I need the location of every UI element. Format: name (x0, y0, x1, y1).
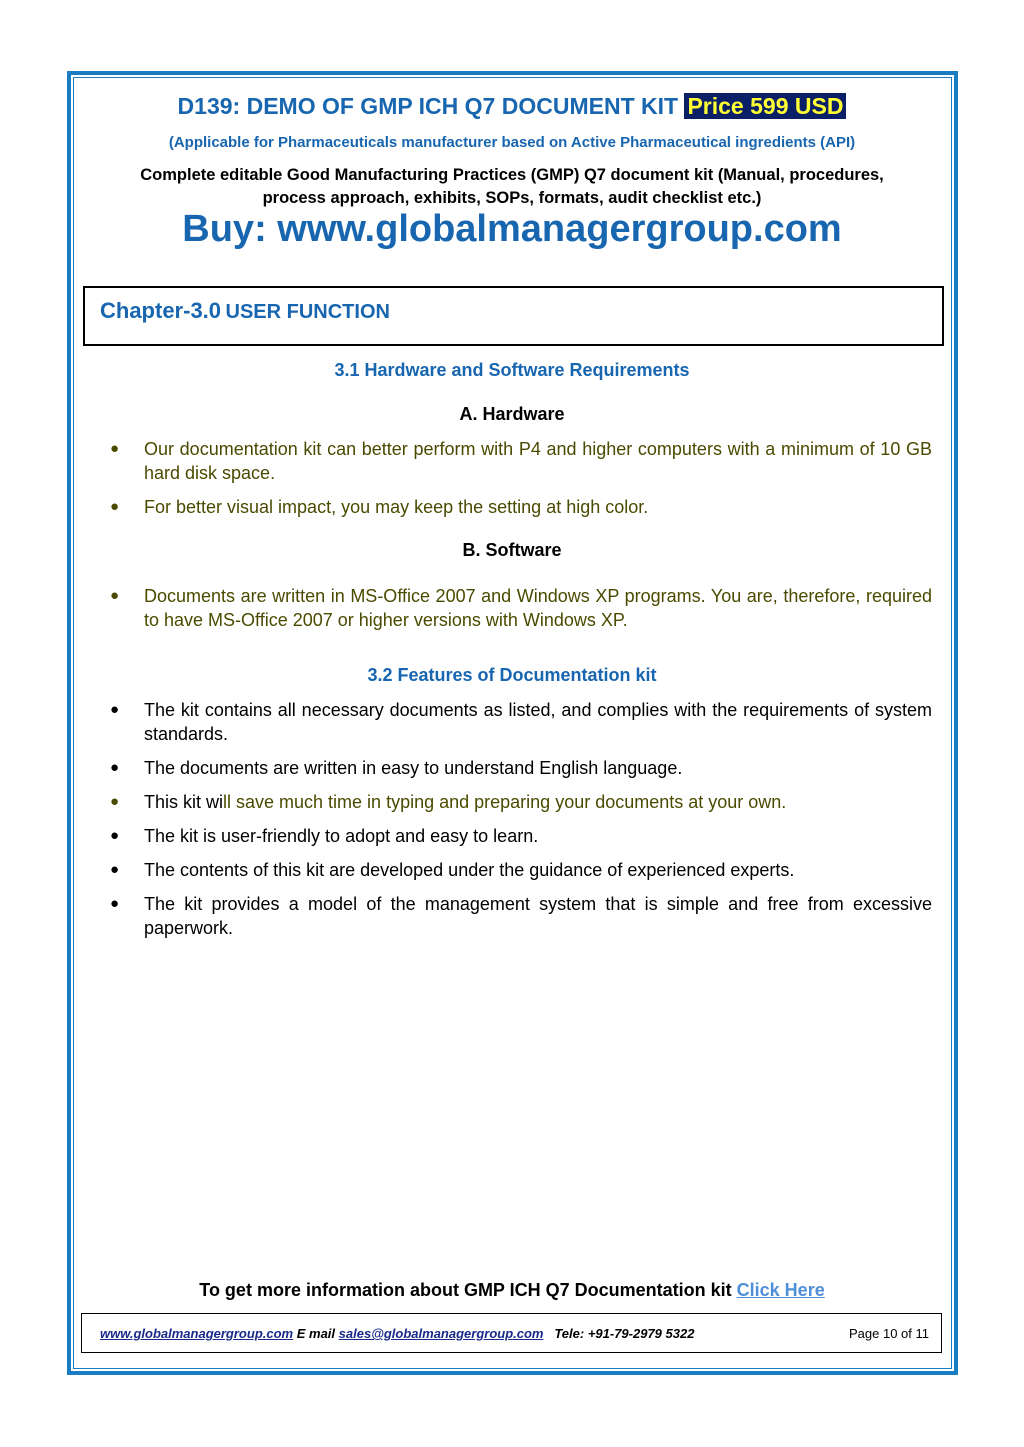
software-heading: B. Software (462, 540, 562, 560)
chapter-box (83, 286, 944, 346)
footer-contact (100, 1326, 694, 1341)
list-item (110, 437, 932, 485)
bullet-icon: ● (110, 440, 120, 457)
bullet-icon: ● (110, 895, 120, 912)
footer-website-link[interactable]: www.globalmanagergroup.com (100, 1326, 294, 1341)
list-item-text (144, 790, 932, 814)
list-item (110, 756, 932, 780)
bullet-icon: ● (110, 793, 120, 810)
chapter-heading (100, 298, 390, 324)
list-item-text-start: This kit wi (144, 792, 224, 812)
list-item-text: Our documentation kit can better perform with P4 and higher computers with a minimum of 10 GB hard disk space. (144, 439, 932, 483)
list-item (110, 495, 932, 519)
list-item (110, 584, 932, 632)
list-item-text: The kit provides a model of the management system that is simple and free from excessive paperwork. (144, 894, 932, 938)
bullet-icon: ● (110, 827, 120, 844)
buy-link[interactable]: Buy: www.globalmanagergroup.com (182, 208, 842, 250)
bullet-icon: ● (110, 861, 120, 878)
chapter-title: USER FUNCTION (225, 301, 390, 323)
list-item-text: For better visual impact, you may keep the setting at high color. (144, 497, 649, 517)
list-item-text: The contents of this kit are developed under the guidance of experienced experts. (144, 860, 795, 880)
section-3-1-heading: 3.1 Hardware and Software Requirements (334, 360, 690, 380)
price-badge: Price 599 USD (684, 93, 846, 119)
more-info-line (0, 1280, 1024, 1301)
kit-description-line-1: Complete editable Good Manufacturing Practices (GMP) Q7 document kit (Manual, procedures, (140, 166, 884, 184)
footer-email-link[interactable]: sales@globalmanagergroup.com (338, 1326, 544, 1341)
list-item (110, 698, 932, 746)
list-item (110, 892, 932, 940)
kit-description-line-2: process approach, exhibits, SOPs, formats, audit checklist etc.) (262, 189, 762, 207)
bullet-icon: ● (110, 759, 120, 776)
list-item-text: Documents are written in MS-Office 2007 and Windows XP programs. You are, therefore, required to have MS-Office 2007 or higher versions with Windows XP. (144, 586, 932, 630)
list-item-text: The kit is user-friendly to adopt and easy to learn. (144, 826, 539, 846)
document-title (0, 93, 1024, 120)
click-here-link[interactable]: Click Here (736, 1280, 825, 1300)
bullet-icon: ● (110, 498, 120, 515)
footer-email-label: E mail (296, 1326, 336, 1341)
list-item-text: The kit contains all necessary documents as listed, and complies with the requirements of system standards. (144, 700, 932, 744)
footer (81, 1313, 942, 1353)
kit-description (80, 164, 944, 210)
more-info-text: To get more information about GMP ICH Q7 Documentation kit (199, 1280, 732, 1300)
page-number: Page 10 of 11 (849, 1326, 929, 1341)
footer-tele: Tele: +91-79-2979 5322 (554, 1326, 695, 1341)
title-text: D139: DEMO OF GMP ICH Q7 DOCUMENT KIT (177, 93, 679, 119)
bullet-icon: ● (110, 587, 120, 604)
hardware-heading: A. Hardware (459, 404, 565, 424)
applicable-note: (Applicable for Pharmaceuticals manufacturer based on Active Pharmaceutical ingredients (API) (168, 134, 856, 151)
bullet-icon: ● (110, 701, 120, 718)
chapter-number: Chapter-3.0 (100, 298, 222, 323)
list-item (110, 790, 932, 814)
list-item (110, 858, 932, 882)
section-3-2-heading: 3.2 Features of Documentation kit (367, 665, 657, 685)
list-item (110, 824, 932, 848)
list-item-text: The documents are written in easy to understand English language. (144, 758, 683, 778)
list-item-text-end: ll save much time in typing and preparing your documents at your own. (223, 792, 787, 812)
